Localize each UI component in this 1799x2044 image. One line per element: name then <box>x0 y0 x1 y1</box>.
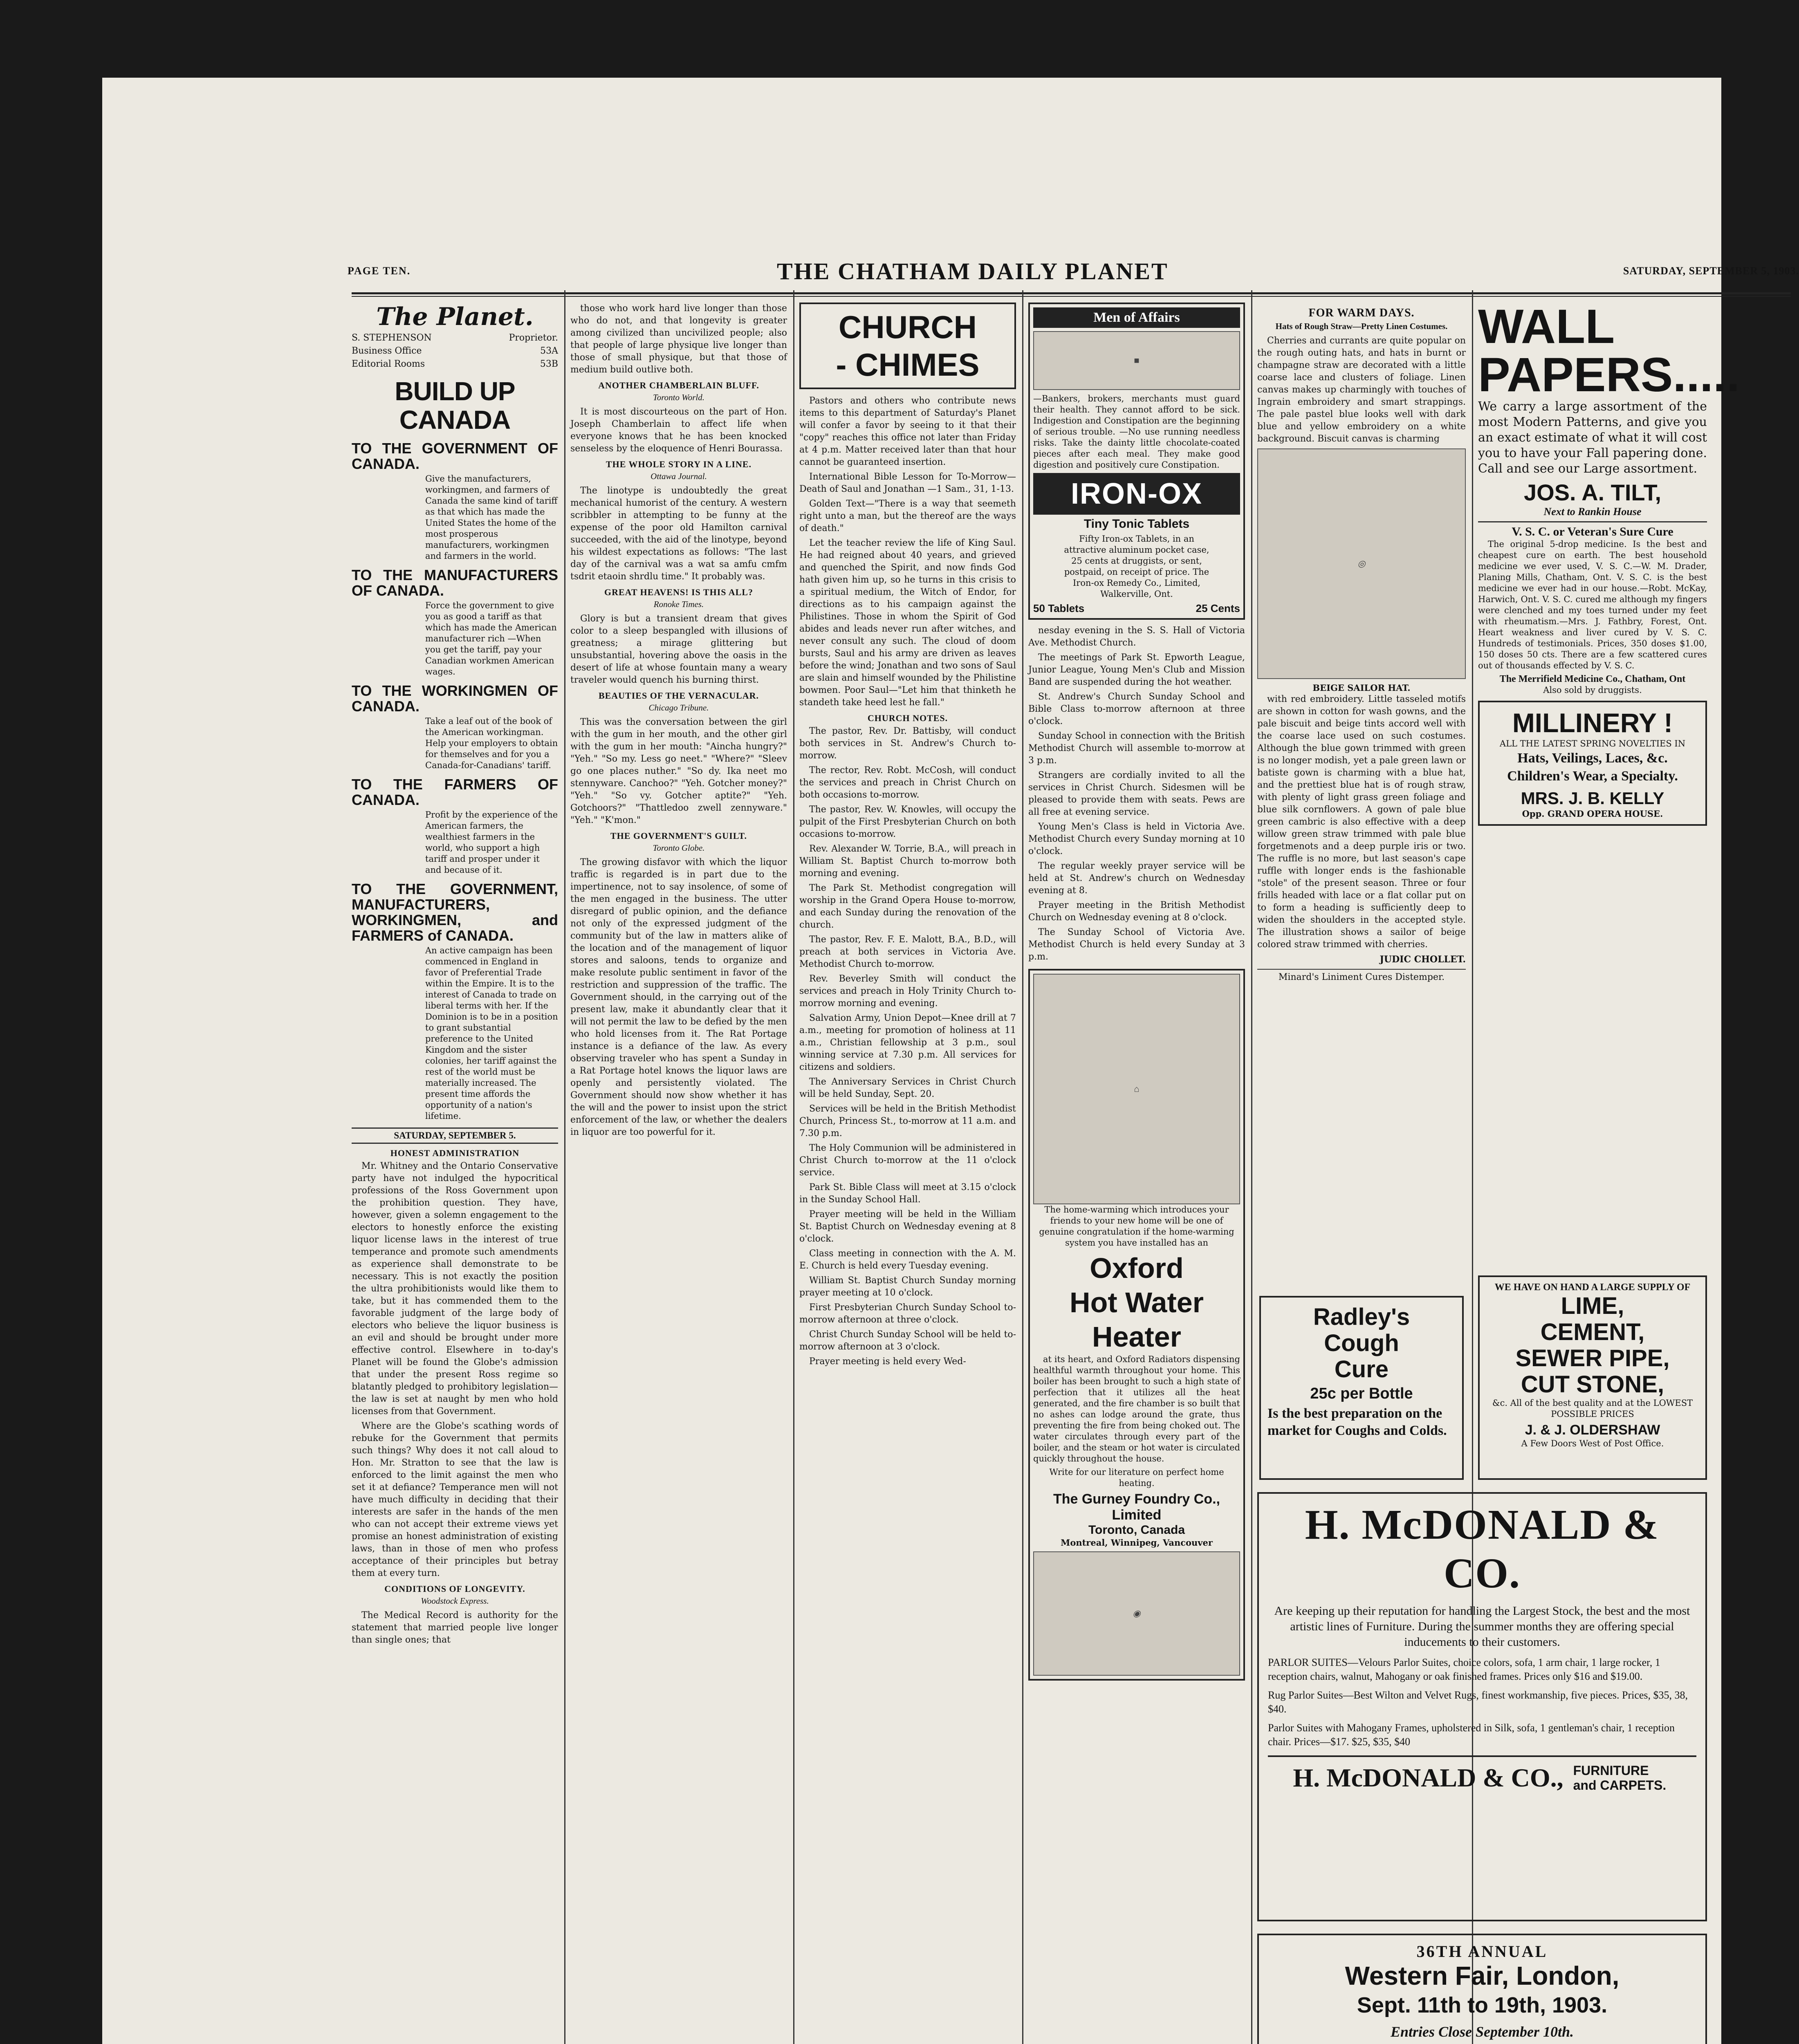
vsc-headline: V. S. C. or Veteran's Sure Cure <box>1478 521 1707 539</box>
mcdonald-footer: H. McDONALD & CO., FURNITURE and CARPETS. <box>1268 1755 1696 1793</box>
article-source: Toronto World. <box>653 392 705 402</box>
fashion-author: JUDIC CHOLLET. <box>1380 954 1466 965</box>
column-4 <box>1028 303 1245 2044</box>
radley-cough-ad: Radley's Cough Cure 25c per Bottle Is the best preparation on the market for Coughs and Colds. <box>1259 1296 1464 1480</box>
article-headline: THE WHOLE STORY IN A LINE. <box>606 459 752 469</box>
church-notes-continued <box>1028 625 1245 963</box>
church-note: Prayer meeting will be held in the William St. Baptist Church on Wednesday evening at 8 o'clock. <box>799 1209 1016 1244</box>
platform-title: BUILD UP CANADA <box>395 377 515 435</box>
radley-price: 25c per Bottle <box>1310 1385 1413 1402</box>
ad-title: Men of Affairs <box>1033 307 1240 328</box>
iron-ox-logo: IRON-OX <box>1033 473 1240 515</box>
gurney-cities: Montreal, Winnipeg, Vancouver <box>1061 1537 1213 1548</box>
column-rule <box>1022 290 1023 2044</box>
masthead-editorial: Editorial Rooms 53B <box>352 359 558 369</box>
article-source: Ottawa Journal. <box>651 471 707 481</box>
iron-ox-prices: 50 Tablets 25 Cents <box>1033 602 1240 614</box>
mcdonald-rug: Rug Parlor Suites—Best Wilton and Velvet Rugs, finest workmanship, five pieces. Prices, $35, 38, $40. <box>1268 1689 1688 1715</box>
article-headline: GREAT HEAVENS! IS THIS ALL? <box>604 587 754 597</box>
article-source: Woodstock Express. <box>421 1596 489 1606</box>
vsc-company: The Merrifield Medicine Co., Chatham, Ont <box>1499 674 1686 684</box>
kelly-address: Opp. GRAND OPERA HOUSE. <box>1522 809 1663 819</box>
article-source: Toronto Globe. <box>653 843 705 853</box>
header-rule <box>352 292 1791 294</box>
column-rule <box>793 290 794 2044</box>
editorial-headline: HONEST ADMINISTRATION <box>390 1148 520 1158</box>
church-note: Rev. Alexander W. Torrie, B.A., will preach in William St. Baptist Church to-morrow both morning and evening. <box>799 844 1016 879</box>
article-text: It is most discourteous on the part of Hon. Joseph Chamberlain to affect life when everyone knows that he has been knocked senseless by the eloquence of Henri Bourassa. <box>570 407 787 454</box>
mcdonald-furniture-ad <box>1257 1492 1707 1921</box>
masthead-business: Business Office 53A <box>352 346 558 356</box>
fashion-text: with red embroidery. Little tasseled motifs are shown in cotton for wash gowns, and the pale biscuit and beige tints accord well with the coarse lace used on such costumes. Although the blue gown trimmed with green is no longer modish, yet a pale green lawn or batiste gown is charming with a blue hat, and the prettiest blue hat is of rough straw, with plenty of light grass green foliage and blue silk cornflowers. A gown of pale blue green cambric is also effective with a deep willow green straw trimmed with pale blue forgetmenots and a deep purple iris or two. The ruffle is no more, but last season's cape ruffle with longer ends is the fashionable "stole" of the present season. Three or four frills headed with lace or a flat collar put on to form a heading is sufficiently deep to widen the shoulders in the accepted style. The illustration shows a sailor of beige colored straw trimmed with cherries. <box>1257 694 1466 950</box>
church-note: The regular weekly prayer service will be held at St. Andrew's church on Wednesday evening at 8. <box>1028 861 1245 896</box>
article-text: The linotype is undoubtedly the great mechanical humorist of the century. A western scribbler in attempting to be funny at the expense of the poor old Hamilton carnival succeeded, with the aid of the linotype, beyond his wildest expectations as follows: "The last day of the carnival was a wat sa amfu cmfm tsdrit etaoin shrdlu time." It probably was. <box>570 486 787 582</box>
church-note: The Park St. Methodist congregation will worship in the Grand Opera House to-morrow, and each Sunday during the renovation of the church. <box>799 883 1016 930</box>
column-rule <box>1251 290 1252 2044</box>
newspaper-title: THE CHATHAM DAILY PLANET <box>777 258 1169 285</box>
home-warming-illustration: ⌂ <box>1033 974 1240 1204</box>
fashion-text: Cherries and currants are quite popular on the rough outing hats, and hats in burnt or champagne straw are decorated with a little coarse lace and clusters of foliage. Linen canvas makes up charmingly with touches of Ingrain embroidery and smart strappings. The pale pastel blue looks well with dark blue and yellow embroidery on a white background. Biscuit canvas is charming <box>1257 336 1466 444</box>
article-text: Golden Text—"There is a way that seemeth right unto a man, but the thereof are the ways of death." <box>799 499 1016 533</box>
minard-ad: Minard's Liniment Cures Distemper. <box>1257 969 1466 984</box>
church-note: Prayer meeting in the British Methodist Church on Wednesday evening at 8 o'clock. <box>1028 900 1245 923</box>
gurney-name: The Gurney Foundry Co., Limited <box>1053 1491 1220 1523</box>
platform-head: TO THE GOVERNMENT, MANUFACTURERS, WORKINGMEN, and FARMERS of CANADA. <box>352 881 558 944</box>
church-note: The pastor, Rev. W. Knowles, will occupy the pulpit of the First Presbyterian Church on both occasions to-morrow. <box>799 805 1016 839</box>
platform-text: Profit by the experience of the American farmers, the wealthiest farmers in the world, who support a high tariff and prosper under it and because of it. <box>425 810 558 875</box>
businessmen-illustration: ■ <box>1033 331 1240 390</box>
article-text: Let the teacher review the life of King Saul. He had reigned about 40 years, and grieved and quenched the Spirit, and now finds God hath given him up, so he turns in this crisis to a spiritual medium, the Witch of Endor, for directions as to his campaign against the Philistines. Those in whom the Spirit of God abides and leads never run after witches, and never consult any such. The cloud of doom bursts, Saul and his army are driven as leaves before the wind; Jonathan and two sons of Saul are slain and himself wounded by the Philistine bowmen. Poor Saul—"Let him that thinketh he standeth take heed lest he fall." <box>799 538 1016 708</box>
church-note: The Holy Communion will be administered in Christ Church to-morrow at the 11 o'clock service. <box>799 1143 1016 1178</box>
church-note: The meetings of Park St. Epworth League, Junior League, Young Men's Club and Mission Band are suspended during the hot weather. <box>1028 652 1245 687</box>
oxford-heater-ad <box>1028 969 1245 1681</box>
church-note: Salvation Army, Union Depot—Knee drill at 7 a.m., meeting for promotion of holiness at 11 a.m., Christian fellowship at 3 p.m., soul winning service at 7.30 p.m. All services for citizens and soldiers. <box>799 1013 1016 1072</box>
church-note: St. Andrew's Church Sunday School and Bible Class to-morrow afternoon at three o'clock. <box>1028 692 1245 726</box>
church-note: Services will be held in the British Methodist Church, Princess St., to-morrow at 11 a.m. and 7.30 p.m. <box>799 1104 1016 1139</box>
article-headline: ANOTHER CHAMBERLAIN BLUFF. <box>598 380 759 390</box>
church-note: Prayer meeting is held every Wed- <box>809 1356 966 1367</box>
church-note: First Presbyterian Church Sunday School to-morrow afternoon at three o'clock. <box>799 1302 1016 1325</box>
church-note: The pastor, Rev. Dr. Battisby, will conduct both services in St. Andrew's Church to-morrow. <box>799 726 1016 761</box>
masthead-proprietor: S. STEPHENSON Proprietor. <box>352 333 558 343</box>
tilt-name: JOS. A. TILT, <box>1523 480 1662 505</box>
masthead-name: The Planet. <box>376 303 534 331</box>
vsc-text: The original 5-drop medicine. Is the best and cheapest cure on earth. The best household medicine we ever used, V. S. C.—W. M. Drader, Planing Mills, Chatham, Ont. V. S. C. is the best medicine we ever had in our house.—Robt. McKay, Harwich, Ont. V. S. C. cured me although my fingers were clenched and my toes turned under my feet with rheumatism.—Mrs. J. Fathbry, Forest, Ont. Heart weakness and liver cured by V. S. C. Hundreds of testimonials. Prices, 350 doses $1.00, 150 doses 50 cts. There are a few scattered cures out of thousands effected by V. S. C. <box>1478 539 1707 670</box>
oxford-caption: The home-warming which introduces your friends to your new home will be one of genuine congratulation if the home-warming system you have installed has an <box>1039 1205 1234 1248</box>
church-chimes-banner: CHURCH - CHIMES <box>799 303 1016 389</box>
iron-ox-text: Fifty Iron-ox Tablets, in an attractive aluminum pocket case, 25 cents at druggists, or sent, postpaid, on receipt of price. The Iron-ox Remedy Co., Limited, Walkerville, Ont. <box>1064 534 1209 599</box>
article-headline: CHURCH NOTES. <box>867 713 948 723</box>
mcdonald-title: H. McDONALD & CO. <box>1305 1501 1660 1597</box>
platform-text: Take a leaf out of the book of the American workingman. Help your employers to obtain for themselves and for you a Canada-for-Canadians' tariff. <box>425 716 558 770</box>
fashion-subhead: Hats of Rough Straw—Pretty Linen Costumes. <box>1275 321 1448 331</box>
church-note: The Sunday School of Victoria Ave. Methodist Church is held every Sunday at 3 p.m. <box>1028 927 1245 962</box>
platform-text: Give the manufacturers, workingmen, and farmers of Canada the same kind of tariff as that which has made the United States the home of the most prosperous manufacturers, workingmen and farmers in the world. <box>425 474 558 561</box>
column-5 <box>1257 303 1466 1292</box>
oxford-title: Oxford Hot Water Heater <box>1070 1252 1204 1353</box>
iron-ox-ad <box>1028 303 1245 620</box>
wallpaper-title: WALL PAPERS..... <box>1478 300 1740 402</box>
article-source: Chicago Tribune. <box>648 703 709 713</box>
church-note: Strangers are cordially invited to all the services in Christ Church. Sidesmen will be pleased to provide them with seats. Pews are all free at evening service. <box>1028 770 1245 817</box>
article-headline: THE GOVERNMENT'S GUILT. <box>610 831 747 841</box>
mcdonald-text: Are keeping up their reputation for handling the Largest Stock, the best and the most artistic lines of Furniture. During the summer months they are offering special inducements to their customers. <box>1274 1604 1690 1649</box>
church-note: Sunday School in connection with the British Methodist Church will assemble to-morrow at 3 p.m. <box>1028 731 1245 766</box>
ad-text: —Bankers, brokers, merchants must guard their health. They cannot afford to be sick. Indigestion and Constipation are the beginning of serious trouble. —No use running needless risks. Take the dainty little chocolate-coated pieces after each meal. They make good digestion and positively cure Constipation. <box>1033 394 1240 470</box>
church-note: The Anniversary Services in Christ Church will be held Sunday, Sept. 20. <box>799 1077 1016 1099</box>
oldershaw-name: J. & J. OLDERSHAW <box>1525 1422 1660 1438</box>
kelly-name: MRS. J. B. KELLY <box>1521 789 1664 808</box>
issue-date: SATURDAY, SEPTEMBER 5, 1903. <box>1623 265 1799 277</box>
fair-dates: Sept. 11th to 19th, 1903. <box>1357 1993 1608 2017</box>
oldershaw-ad: WE HAVE ON HAND A LARGE SUPPLY OF LIME, CEMENT, SEWER PIPE, CUT STONE, &c. All of the best quality and at the LOWEST POSSIBLE PRICES J. & J. OLDERSHAW A Few Doors West of Post Office. <box>1478 1275 1707 1480</box>
column-rule <box>564 290 565 2044</box>
article-text: Pastors and others who contribute news items to this department of Saturday's Planet will confer a favor by seeing to it that their "copy" reaches this office not later than Friday at 4 p.m. Matter received later than that hour cannot be guaranteed insertion. <box>799 396 1016 467</box>
illustration-caption: BEIGE SAILOR HAT. <box>1312 683 1411 693</box>
church-note: Young Men's Class is held in Victoria Ave. Methodist Church every Sunday morning at 10 o'clock. <box>1028 822 1245 856</box>
church-note: Christ Church Sunday School will be held to-morrow afternoon at 3 o'clock. <box>799 1329 1016 1352</box>
church-note: The rector, Rev. Robt. McCosh, will conduct the services and preach in Christ Church on both occasions to-morrow. <box>799 765 1016 800</box>
tilt-address: Next to Rankin House <box>1543 506 1642 518</box>
fair-annual: 36TH ANNUAL <box>1416 1942 1548 1961</box>
column-2 <box>570 303 787 2044</box>
platform-text: An active campaign has been commenced in England in favor of Preferential Trade within the Empire. It is to the interest of Canada to trade on liberal terms with her. If the Dominion is to be in a position to grant substantial preference to the United Kingdom and the sister colonies, her tariff against the rest of the world must be materially increased. The present time affords the opportunity of a nation's lifetime. <box>425 946 558 1121</box>
fashion-headline: FOR WARM DAYS. <box>1308 307 1415 319</box>
page-header <box>348 258 1799 290</box>
article-text: The Medical Record is authority for the statement that married people live longer than single ones; that <box>352 1610 558 1645</box>
platform-head: TO THE MANUFACTURERS OF CANADA. <box>352 567 558 599</box>
church-note: William St. Baptist Church Sunday morning prayer meeting at 10 o'clock. <box>799 1275 1016 1298</box>
platform-text: Force the government to give you as good a tariff as that which has made the American manufacturer rich —When you get the tariff, pay your Canadian workmen American wages. <box>425 601 557 677</box>
article-source: Ronoke Times. <box>653 599 704 609</box>
gurney-city: Toronto, Canada <box>1088 1523 1185 1537</box>
boiler-illustration: ◉ <box>1033 1551 1240 1676</box>
church-note: The pastor, Rev. F. E. Malott, B.A., B.D., will preach at both services in Victoria Ave. Methodist Church to-morrow. <box>799 935 1016 969</box>
header-rule-thin <box>352 296 1791 297</box>
millinery-ad: MILLINERY ! ALL THE LATEST SPRING NOVELTIES IN Hats, Veilings, Laces, &c. Children's Wear, a Specialty. MRS. J. B. KELLY Opp. GRAND OPERA HOUSE. <box>1478 701 1707 826</box>
wallpaper-text: We carry a large assortment of the most Modern Patterns, and give you an exact estimate of what it will cost you to have your Fall papering done. Call and see our Large assortment. <box>1478 399 1707 476</box>
radley-text: Is the best preparation on the market for Coughs and Colds. <box>1267 1406 1447 1438</box>
article-text: This was the conversation between the girl with the gum in her mouth, and the other girl with the gum in her mouth: "Aincha hungry?" "Yeh." "So my. Less go neet." "Where?" "Sleev go one places nuther." "So dy. Ika neet mo stennyware. Canchoo?" "Yeh. Gotcher money?" "Yeh." "So vy. Gotcher aptite?" "Yeh. Gotchoors?" "Thattledoo zwell zennyware." "Yeh." "K'mon." <box>570 717 787 825</box>
mcdonald-parlor: PARLOR SUITES—Velours Parlor Suites, choice colors, sofa, 1 arm chair, 1 large rocker, 1 reception chairs, walnut, Mahogany or oak finished frames. Prices only $16 and $19.00. <box>1268 1656 1660 1682</box>
article-headline: CONDITIONS OF LONGEVITY. <box>384 1584 525 1594</box>
platform-head: TO THE WORKINGMEN OF CANADA. <box>352 682 558 715</box>
church-note: Class meeting in connection with the A. M. E. Church is held every Tuesday evening. <box>799 1248 1016 1271</box>
editorial-paragraph: Mr. Whitney and the Ontario Conservative party have not indulged the hypocritical professions of the Ross Government upon the prohibition question. They have, however, given a solemn engagement to the electors to honestly enforce the existing liquor license laws in the interest of true temperance and promote such amendments as experience shall demonstrate to be necessary. This is not exactly the position the ultra prohibitionists would like them to take, but it has commended them to the favorable judgment of the large body of electors who believe the liquor business is an evil and should be brought under more effective control. Elsewhere in to-day's Planet will be found the Globe's admission that under the present Ross regime so blatantly pledged to prohibitory legislation—the law is set at naught by men who hold licenses from that Government. <box>352 1161 558 1416</box>
oxford-write: Write for our literature on perfect home heating. <box>1049 1467 1224 1488</box>
church-note: Rev. Beverley Smith will conduct the services and preach in Holy Trinity Church to-morrow morning and evening. <box>799 974 1016 1009</box>
article-text: Glory is but a transient dream that gives color to a sleep bespangled with illusions of greatness; a mirage glittering but unsubstantial, hovering above the oasis in the desert of life at whose fountain many a weary traveler would quench his burning thirst. <box>570 614 787 685</box>
church-note: nesday evening in the S. S. Hall of Victoria Ave. Methodist Church. <box>1028 625 1245 648</box>
platform-head: TO THE GOVERNMENT OF CANADA. <box>352 440 558 472</box>
page-number: PAGE TEN. <box>348 265 411 277</box>
fair-entries: Entries Close September 10th. <box>1390 2024 1574 2040</box>
platform-list <box>352 441 558 1122</box>
western-fair-ad <box>1257 1934 1707 2044</box>
column-1 <box>352 303 558 2044</box>
editorial-dateline: SATURDAY, SEPTEMBER 5. <box>352 1127 558 1144</box>
column-3 <box>799 303 1016 2044</box>
church-note: Park St. Bible Class will meet at 3.15 o'clock in the Sunday School Hall. <box>799 1182 1016 1205</box>
article-text: The growing disfavor with which the liquor traffic is regarded is in part due to the impertinence, not to say insolence, of some of the men engaged in the business. The utter disregard of public opinion, and the defiance not only of the expressed judgment of the community but of the law in matters alike of the location and of the management of liquor stores and saloons, tends to organize and make resolute public sentiment in favor of the restriction and suppression of the traffic. The Government should, in the carrying out of the present law, make it abundantly clear that it will not permit the law to be defied by the men who hold licenses from it. The Rat Portage instance is a defiance of the law. As every observing traveler who has spent a Sunday in a Rat Portage hotel knows the liquor laws are openly and persistently violated. The Government should now show whether it has the will and the power to insist upon the strict enforcement of the law, or whether the dealers in liquor are too powerful for it. <box>570 857 787 1137</box>
article-text: those who work hard live longer than those who do not, and that longevity is greater among civilized than uncivilized people; also that people of large physique live longer than those of small physique, but that those of medium build outlive both. <box>570 303 787 375</box>
oxford-text: at its heart, and Oxford Radiators dispensing healthful warmth throughout your home. This boiler has been brought to such a high state of perfection that it utilizes all the heat generated, and the fire chamber is so built that no ashes can lodge around the grate, thus preventing the fire from being choked out. The water circulates through every part of the boiler, and the steam or hot water is circulated quickly throughout the house. <box>1033 1354 1240 1464</box>
fair-title: Western Fair, London, <box>1345 1961 1620 1990</box>
mcdonald-mahogany: Parlor Suites with Mahogany Frames, upholstered in Silk, sofa, 1 gentleman's chair, 1 reception chair. Prices—$17. $25, $35, $40 <box>1268 1722 1675 1748</box>
article-headline: BEAUTIES OF THE VERNACULAR. <box>598 690 759 701</box>
sailor-hat-illustration: ◎ <box>1257 448 1466 679</box>
oldershaw-address: A Few Doors West of Post Office. <box>1521 1439 1664 1448</box>
platform-head: TO THE FARMERS OF CANADA. <box>352 776 558 808</box>
vsc-druggists: Also sold by druggists. <box>1543 685 1642 695</box>
editorial-paragraph: Where are the Globe's scathing words of rebuke for the Government that permits such things? Why does it not call aloud to Hon. Mr. Stratton to see that the law is enforced to the limit against the men who set it at defiance? Temperance men will not have much difficulty in deciding that their interests are safer in the hands of the men who can not accept their extreme views yet promise an honest administration of existing laws, than in those of men who profess acceptance of their principles but betray them at every turn. <box>352 1421 558 1578</box>
iron-ox-subtitle: Tiny Tonic Tablets <box>1083 517 1190 531</box>
article-text: International Bible Lesson for To-Morrow—Death of Saul and Jonathan —1 Sam., 31, 1-13. <box>799 472 1016 494</box>
